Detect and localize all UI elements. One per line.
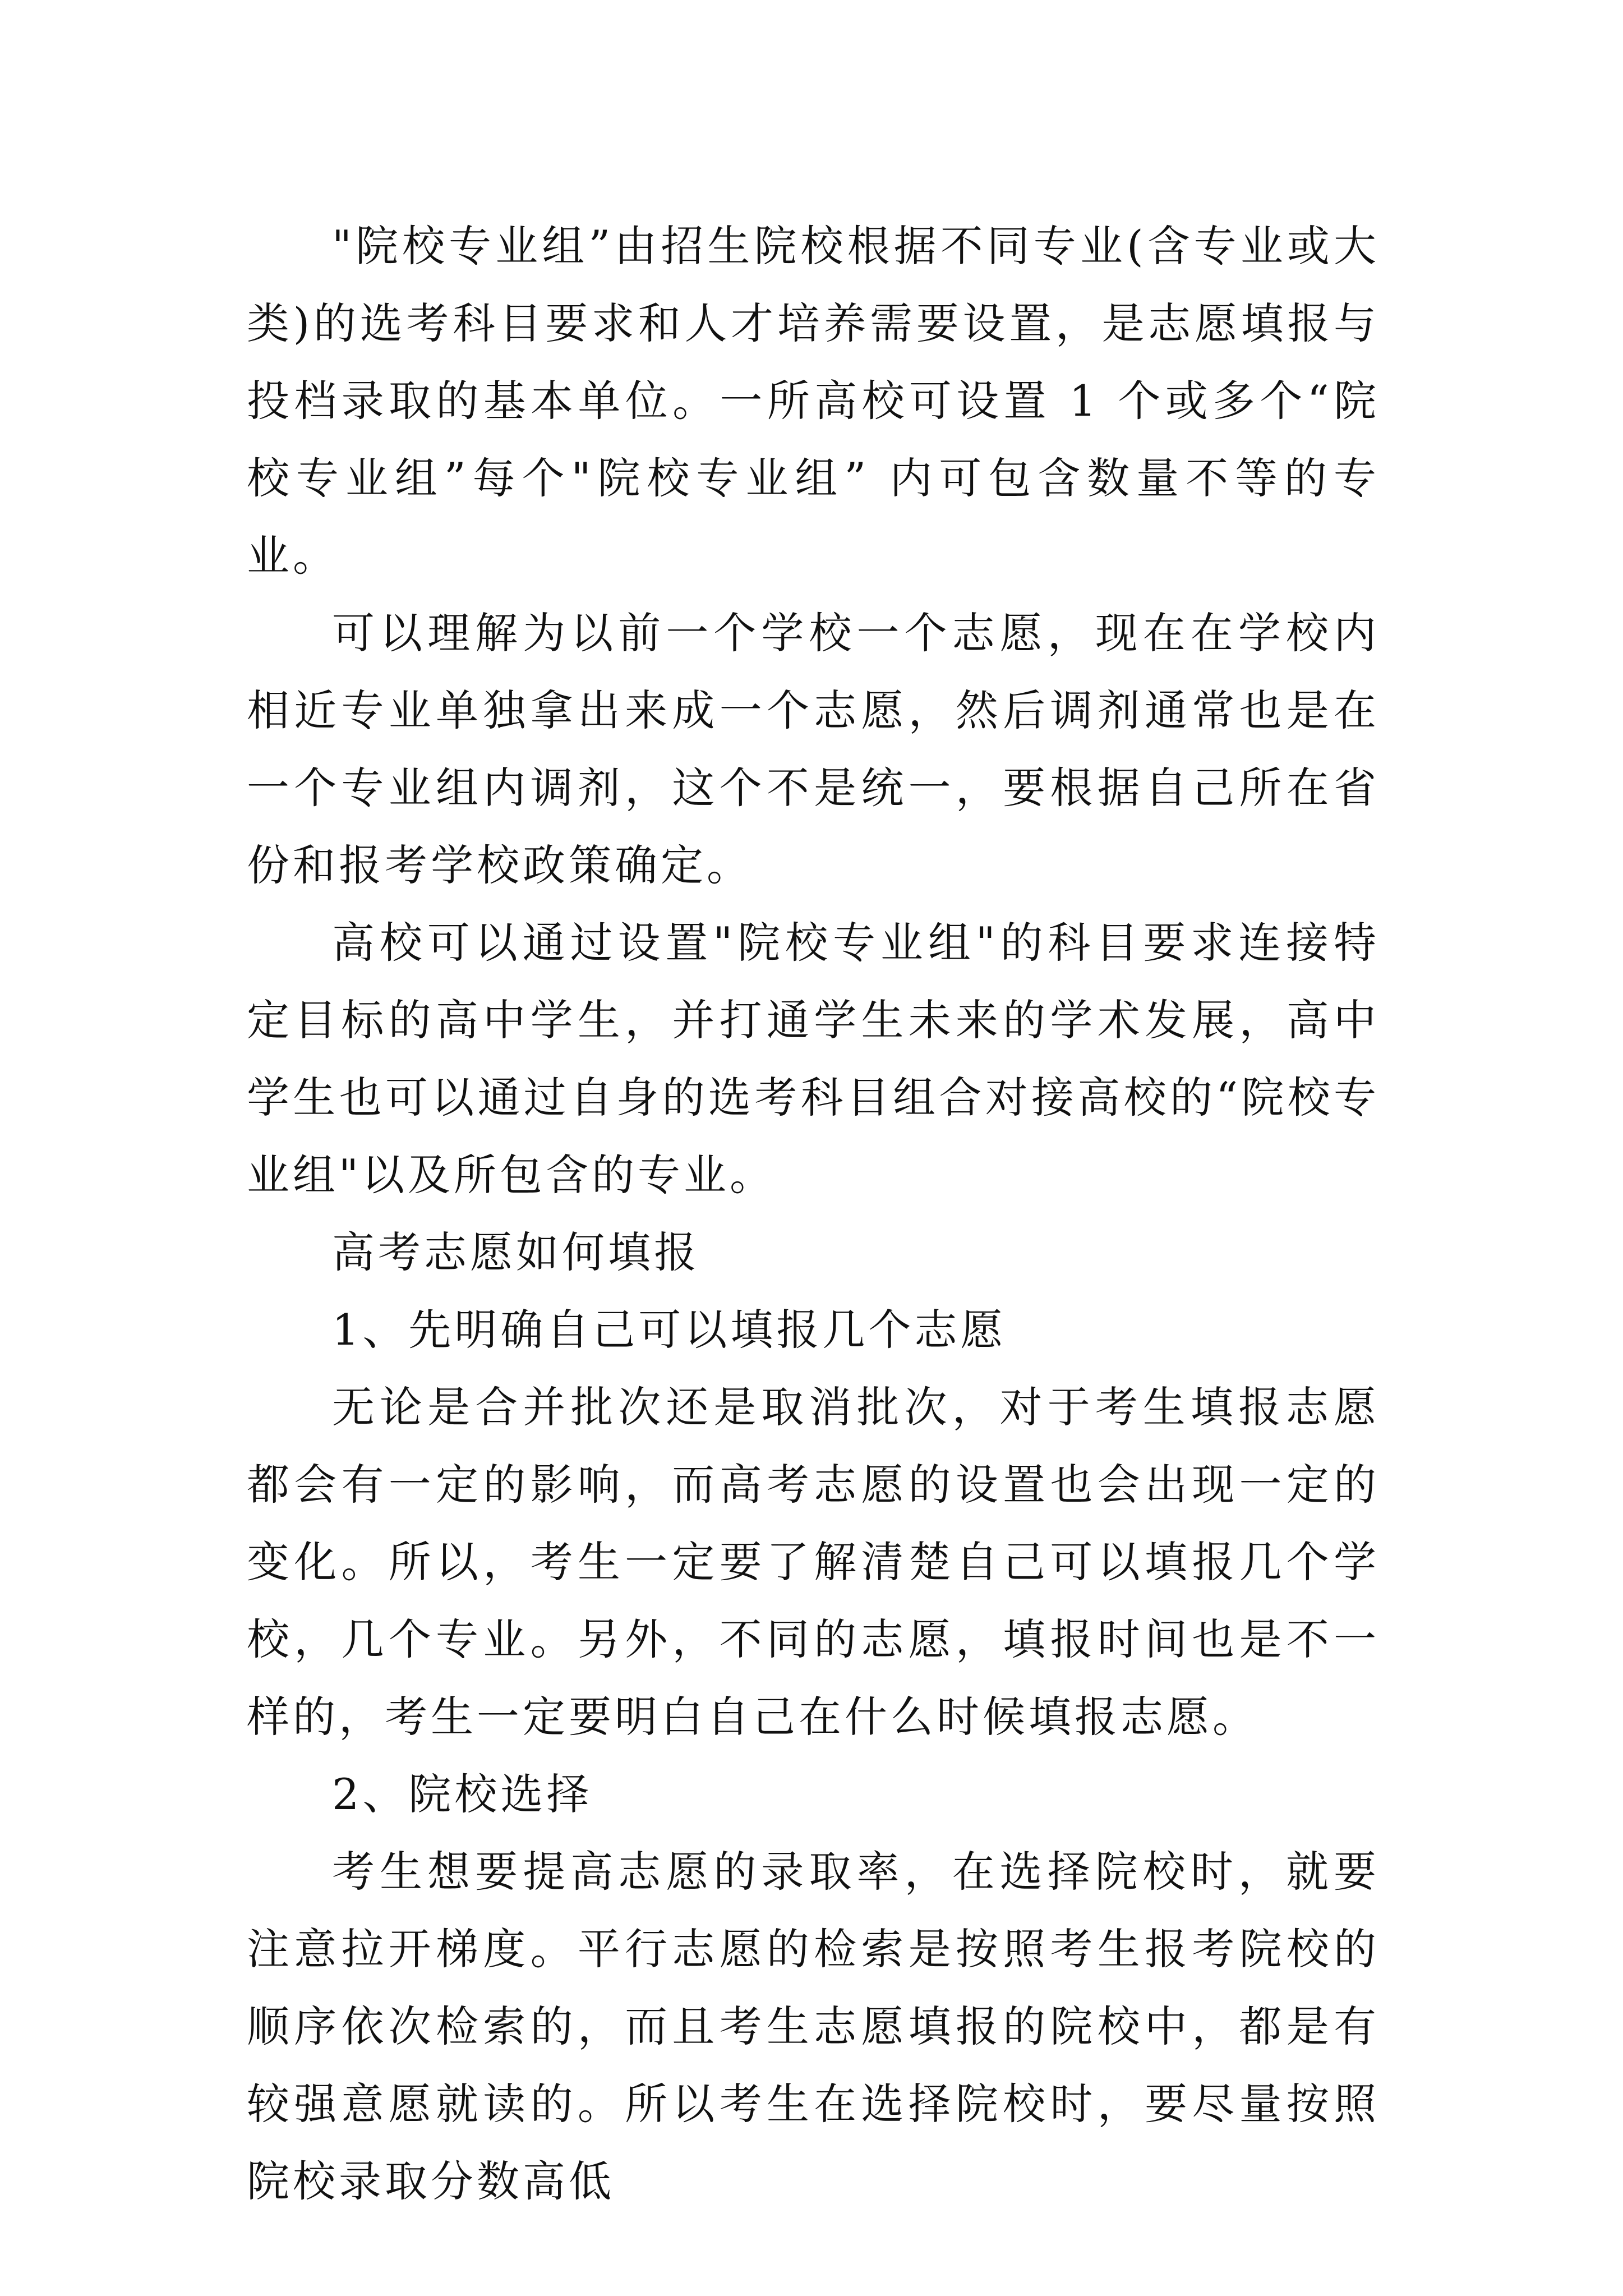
step-heading-1: 1、先明确自己可以填报几个志愿 [332, 1305, 1007, 1355]
paragraph-step-1: 无论是合并批次还是取消批次，对于考生填报志愿都会有一定的影响，而高考志愿的设置也会出现一定的变化。所以，考生一定要了解清楚自己可以填报几个学校，几个专业。另外，不同的志愿，填报时间也是不一样的，考生一定要明白自己在什么时候填报志愿。 [247, 1382, 1380, 1742]
paragraph-zhuanyezu-definition: "院校专业组”由招生院校根据不同专业(含专业或大类)的选考科目要求和人才培养需要设置，是志愿填报与投档录取的基本单位。一所高校可设置 1 个或多个“院校专业组”每个"院校专业组” 内可包含数量不等的专业。 [247, 221, 1380, 581]
document-body [247, 208, 1380, 2220]
paragraph-step-2: 考生想要提高志愿的录取率，在选择院校时，就要注意拉开梯度。平行志愿的检索是按照考生报考院校的顺序依次检索的，而且考生志愿填报的院校中，都是有较强意愿就读的。所以考生在选择院校时，要尽量按照院校录取分数高低 [247, 1847, 1380, 2206]
paragraph-understanding: 可以理解为以前一个学校一个志愿，现在在学校内相近专业单独拿出来成一个志愿，然后调剂通常也是在一个专业组内调剂，这个不是统一，要根据自己所在省份和报考学校政策确定。 [247, 608, 1380, 890]
step-heading-2: 2、院校选择 [332, 1769, 593, 1819]
paragraph-subject-requirements: 高校可以通过设置"院校专业组"的科目要求连接特定目标的高中学生，并打通学生未来的学术发展，高中学生也可以通过自身的选考科目组合对接高校的“院校专业组"以及所包含的专业。 [247, 918, 1380, 1200]
section-heading-how-to-fill: 高考志愿如何填报 [332, 1227, 700, 1277]
